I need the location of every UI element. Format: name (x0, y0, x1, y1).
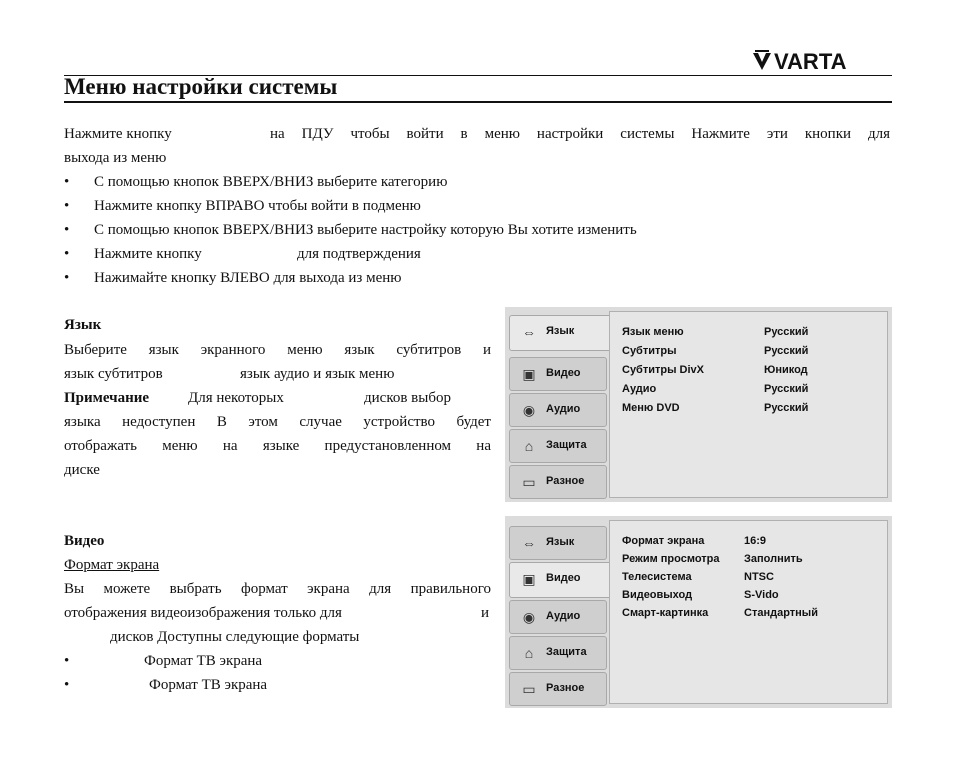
lang-heading: Язык (64, 317, 102, 333)
osd-row-value: Русский (764, 345, 809, 357)
osd-tab-language: ⇔ Язык (509, 315, 613, 351)
bullet: • (64, 270, 70, 286)
osd-row-label: Меню DVD (622, 402, 680, 414)
osd-row-label: Формат экрана (622, 535, 705, 547)
osd-tab-language: ⇔ Язык (509, 526, 607, 560)
osd-row-label: Режим просмотра (622, 553, 720, 565)
osd-tabs (509, 311, 609, 498)
osd-language-screenshot (505, 307, 892, 502)
bullet: • (64, 653, 70, 669)
bullet: • (64, 246, 70, 262)
step4-suffix: для подтверждения (297, 246, 421, 262)
osd-row-value: S-Vido (744, 589, 779, 601)
osd-row-label: Телесистема (622, 571, 692, 583)
logo-text: VARTA (774, 49, 847, 74)
lock-icon: ⌂ (524, 438, 534, 454)
lang-text-4: языка недоступен В этом случае устройство будет (64, 414, 491, 430)
intro-line1-a: Нажмите кнопку (64, 126, 172, 142)
keyboard-icon: ▭ (522, 681, 536, 697)
note-label: Примечание (64, 390, 150, 406)
osd-tab-video: ▣ Видео (509, 562, 613, 598)
osd-row-label: Субтитры DivX (622, 364, 705, 376)
speaker-icon: ◉ (522, 402, 536, 418)
lang-text-2a: язык субтитров (64, 366, 163, 382)
osd-row-label: Видеовыход (622, 589, 693, 601)
intro-line1-b: на ПДУ чтобы войти в меню настройки системы Нажмите эти кнопки для (270, 126, 890, 142)
bullet: • (64, 222, 70, 238)
arrows-icon: ⇔ (522, 535, 536, 551)
video-heading: Видео (64, 533, 105, 549)
osd-tab-misc: ▭ Разное (509, 465, 607, 499)
osd-video-screenshot (505, 516, 892, 708)
speaker-icon: ◉ (522, 609, 536, 625)
lang-text-1: Выберите язык экранного меню язык субтитров и (64, 342, 491, 358)
osd-row-value: Юникод (764, 364, 808, 376)
osd-tab-misc: ▭ Разное (509, 672, 607, 706)
osd-video-panel (609, 520, 888, 704)
osd-row-value: 16:9 (744, 535, 767, 547)
bullet: • (64, 174, 70, 190)
arrows-icon: ⇔ (522, 324, 536, 340)
lang-text-3a: Для некоторых (188, 390, 284, 406)
osd-tab-video: ▣ Видео (509, 357, 607, 391)
video-text-2b: и (481, 605, 490, 621)
osd-row-value: NTSC (744, 571, 774, 583)
video-text-1: Вы можете выбрать формат экрана для правильного (64, 581, 491, 597)
varta-chevron-icon (752, 50, 772, 72)
osd-tab-protect: ⌂ Защита (509, 429, 607, 463)
osd-row-label: Субтитры (622, 345, 677, 357)
varta-logo (752, 50, 892, 74)
osd-row-value: Русский (764, 402, 809, 414)
osd-row-label: Язык меню (622, 326, 684, 338)
osd-row-value: Русский (764, 326, 809, 338)
video-subheading: Формат экрана (64, 557, 160, 573)
keyboard-icon: ▭ (522, 474, 536, 490)
osd-language-panel (609, 311, 888, 498)
lang-text-6: диске (64, 462, 100, 478)
osd-row-value: Русский (764, 383, 809, 395)
lang-text-2b: язык аудио и язык меню (240, 366, 395, 382)
lang-text-3b: дисков выбор (364, 390, 451, 406)
osd-row-value: Заполнить (744, 553, 803, 565)
monitor-icon: ▣ (522, 366, 536, 382)
osd-tab-audio: ◉ Аудио (509, 600, 607, 634)
monitor-icon: ▣ (522, 571, 536, 587)
osd-row-value: Стандартный (744, 607, 818, 619)
video-text-2a: отображения видеоизображения только для (64, 605, 342, 621)
page-title: Меню настройки системы (64, 74, 338, 99)
header-rule-bottom (64, 101, 892, 103)
intro-line2: выхода из меню (64, 150, 167, 166)
lang-text-5: отображать меню на языке предустановленном на (64, 438, 491, 454)
osd-tab-protect: ⌂ Защита (509, 636, 607, 670)
bullet: • (64, 198, 70, 214)
osd-row-label: Смарт-картинка (622, 607, 709, 619)
osd-tab-audio: ◉ Аудио (509, 393, 607, 427)
video-text-3: дисков Доступны следующие форматы (110, 629, 360, 645)
bullet: • (64, 677, 70, 693)
lock-icon: ⌂ (524, 645, 534, 661)
osd-row-label: Аудио (622, 383, 657, 395)
osd-tabs (509, 520, 609, 704)
